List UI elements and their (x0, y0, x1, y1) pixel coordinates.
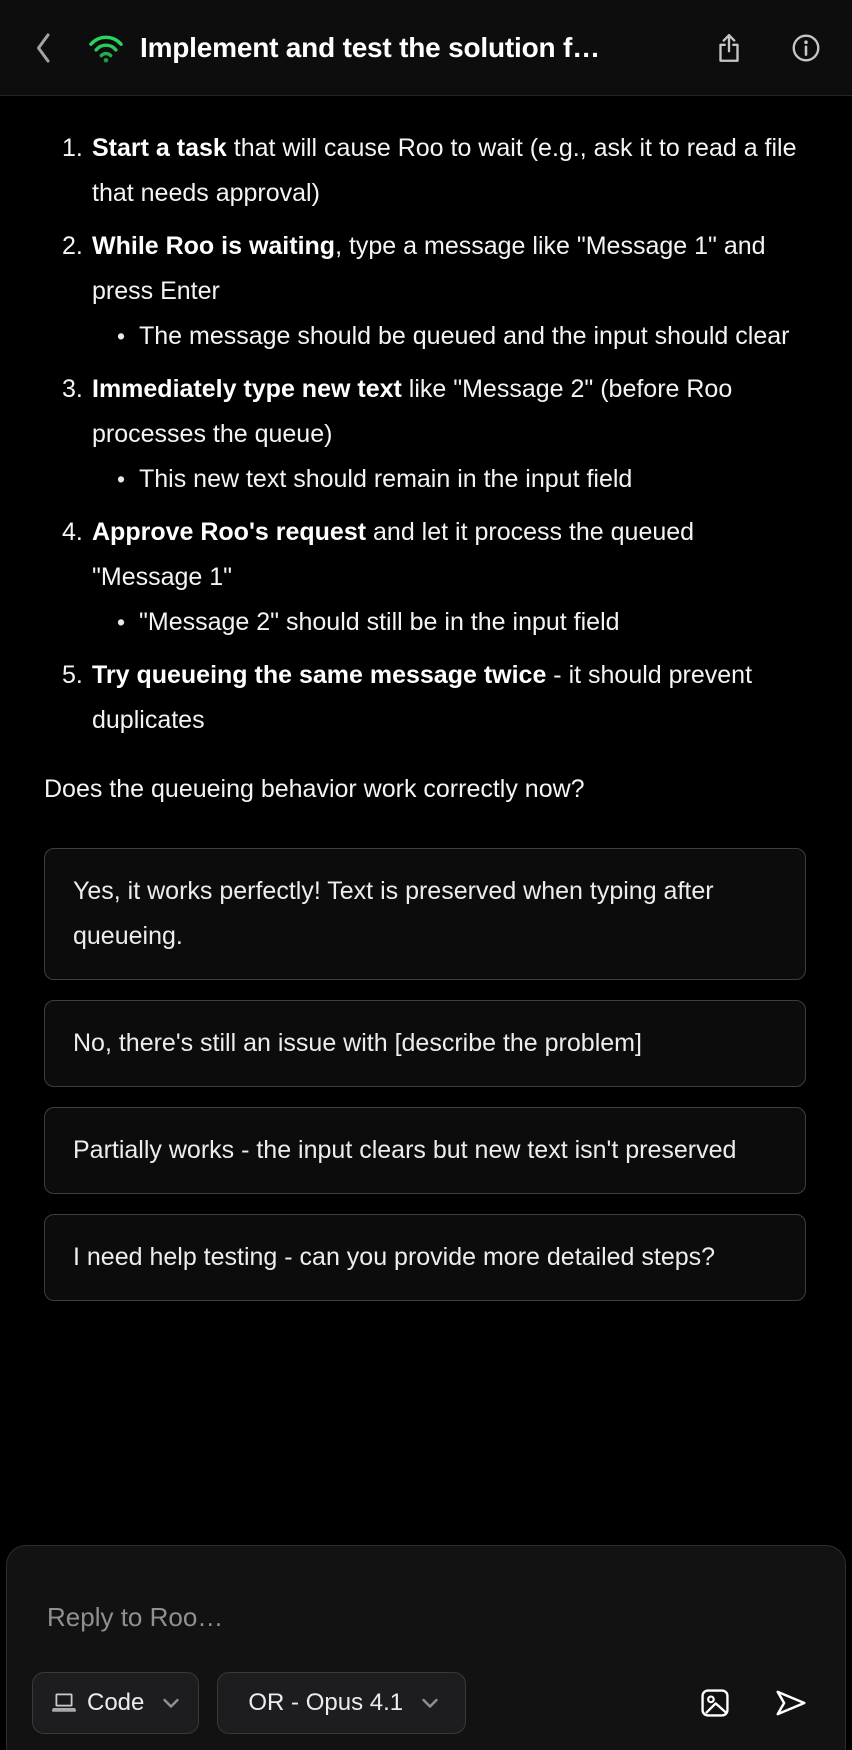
step-rest-text: that will cause Roo to wait (e.g., ask it to read a file that needs approval) (92, 134, 797, 207)
suggestion-list (44, 848, 806, 1301)
chevron-down-icon (162, 1698, 180, 1709)
sub-bullet-text: The message should be queued and the input should clear (139, 322, 790, 350)
step-text (92, 510, 806, 645)
model-selector[interactable] (217, 1672, 466, 1734)
step-item (44, 510, 806, 645)
step-text (92, 367, 806, 502)
chat-scroll-area[interactable] (0, 96, 852, 1750)
navigation-bar (0, 0, 852, 96)
bullet-dot-icon (117, 314, 139, 359)
step-bold-text: Try queueing the same message twice (92, 661, 547, 689)
sub-bullet-text: This new text should remain in the input field (139, 465, 633, 493)
step-item (44, 367, 806, 502)
sub-bullet-text: "Message 2" should still be in the input field (139, 608, 620, 636)
step-rest-text: , type a message like "Message 1" and press Enter (92, 232, 766, 305)
step-text (92, 224, 806, 359)
send-button[interactable] (773, 1687, 809, 1719)
suggestion-button[interactable]: Yes, it works perfectly! Text is preserved when typing after queueing. (44, 848, 806, 980)
step-sub-list (92, 314, 806, 359)
step-number: 3. (62, 375, 83, 403)
step-bold-text: Approve Roo's request (92, 518, 367, 546)
step-bold-text: Start a task (92, 134, 227, 162)
suggestion-button[interactable]: I need help testing - can you provide more detailed steps? (44, 1214, 806, 1301)
step-item (44, 653, 806, 743)
share-button[interactable] (714, 30, 744, 66)
question-text: Does the queueing behavior work correctly now? (44, 775, 585, 803)
back-button[interactable] (30, 28, 56, 68)
info-icon (790, 32, 822, 64)
sub-bullet-item (117, 457, 806, 502)
bullet-dot-icon (117, 457, 139, 502)
step-item (44, 126, 806, 216)
wifi-icon (86, 31, 126, 65)
step-text (92, 126, 806, 216)
share-icon (715, 31, 743, 65)
step-rest-text: and let it process the queued "Message 1" (92, 518, 695, 591)
test-steps-list (44, 126, 806, 743)
chevron-left-icon (32, 30, 54, 66)
composer-panel (6, 1545, 846, 1750)
suggestion-button[interactable]: Partially works - the input clears but new text isn't preserved (44, 1107, 806, 1194)
mode-label: Code (87, 1689, 145, 1716)
chevron-down-icon (421, 1698, 439, 1709)
step-rest-text: - it should prevent duplicates (92, 661, 753, 734)
step-rest-text: like "Message 2" (before Roo processes the queue) (92, 375, 733, 448)
step-bold-text: Immediately type new text (92, 375, 402, 403)
attach-image-button[interactable] (699, 1687, 731, 1719)
step-bold-text: While Roo is waiting (92, 232, 336, 260)
step-number: 5. (62, 661, 83, 689)
suggestion-button[interactable]: No, there's still an issue with [describe the problem] (44, 1000, 806, 1087)
info-button[interactable] (790, 32, 822, 64)
step-sub-list (92, 600, 806, 645)
laptop-icon (51, 1692, 77, 1714)
reply-placeholder: Reply to Roo… (47, 1602, 224, 1632)
composer-controls (7, 1672, 845, 1734)
sub-bullet-item (117, 600, 806, 645)
send-icon (774, 1688, 808, 1718)
bullet-dot-icon (117, 600, 139, 645)
step-number: 1. (62, 134, 83, 162)
step-number: 4. (62, 518, 83, 546)
sub-bullet-item (117, 314, 806, 359)
step-item (44, 224, 806, 359)
model-label: OR - Opus 4.1 (248, 1689, 404, 1716)
step-sub-list (92, 457, 806, 502)
step-number: 2. (62, 232, 83, 260)
step-text (92, 653, 806, 743)
page-title: Implement and test the solution f… (140, 31, 600, 63)
reply-input[interactable] (7, 1546, 845, 1634)
mode-selector[interactable] (32, 1672, 199, 1734)
image-icon (700, 1688, 730, 1718)
